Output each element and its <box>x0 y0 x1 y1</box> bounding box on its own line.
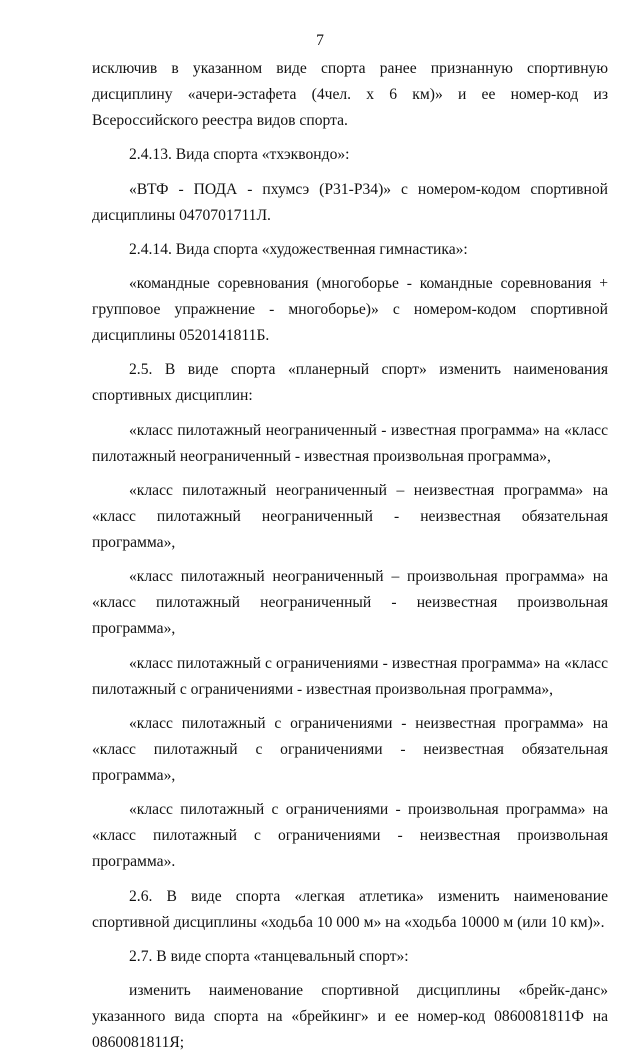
paragraph-glider-item-3: «класс пилотажный неограниченный – произвольная программа» на «класс пилотажный неограниченный - неизвестная произвольная программа», <box>92 568 608 638</box>
paragraph-2-6: 2.6. В виде спорта «легкая атлетика» изменить наименование спортивной дисциплины «ходьба 10 000 м» на «ходьба 10000 м (или 10 км)». <box>92 887 608 931</box>
paragraph-glider-item-4: «класс пилотажный с ограничениями - известная программа» на «класс пилотажный с ограничениями - известная произвольная программа», <box>92 654 608 698</box>
paragraph-glider-item-2: «класс пилотажный неограниченный – неизвестная программа» на «класс пилотажный неограниченный - неизвестная обязательная программа», <box>92 482 608 552</box>
paragraph-glider-item-1: «класс пилотажный неограниченный - известная программа» на «класс пилотажный неограниченный - известная произвольная программа», <box>92 421 608 465</box>
paragraph-taekwondo-discipline: «ВТФ - ПОДА - пхумсэ (Р31-Р34)» с номером-кодом спортивной дисциплины 0470701711Л. <box>92 180 608 224</box>
paragraph-breakdance-rename: изменить наименование спортивной дисциплины «брейк-данс» указанного вида спорта на «брейкинг» и ее номер-код 0860081811Ф на 0860081811Я; <box>92 982 608 1052</box>
paragraph-continuation: исключив в указанном виде спорта ранее признанную спортивную дисциплину «ачери-эстафета (4чел. х 6 км)» и ее номер-код из Всероссийского реестра видов спорта. <box>92 60 608 129</box>
paragraph-2-4-13: 2.4.13. Вида спорта «тхэквондо»: <box>129 146 350 164</box>
paragraph-2-7: 2.7. В виде спорта «танцевальный спорт»: <box>129 947 409 965</box>
paragraph-2-4-14: 2.4.14. Вида спорта «художественная гимнастика»: <box>129 240 468 258</box>
paragraph-gymnastics-discipline: «командные соревнования (многоборье - командные соревнования + групповое упражнение - многоборье)» с номером-кодом спортивной дисциплины 0520141811Б. <box>92 275 608 345</box>
paragraph-2-5: 2.5. В виде спорта «планерный спорт» изменить наименования спортивных дисциплин: <box>92 361 608 405</box>
page-number: 7 <box>316 32 324 49</box>
paragraph-glider-item-6: «класс пилотажный с ограничениями - произвольная программа» на «класс пилотажный с ограничениями - неизвестная произвольная программа». <box>92 801 608 871</box>
paragraph-glider-item-5: «класс пилотажный с ограничениями - неизвестная программа» на «класс пилотажный с ограничениями - неизвестная обязательная программа», <box>92 714 608 784</box>
document-body <box>92 56 608 1064</box>
